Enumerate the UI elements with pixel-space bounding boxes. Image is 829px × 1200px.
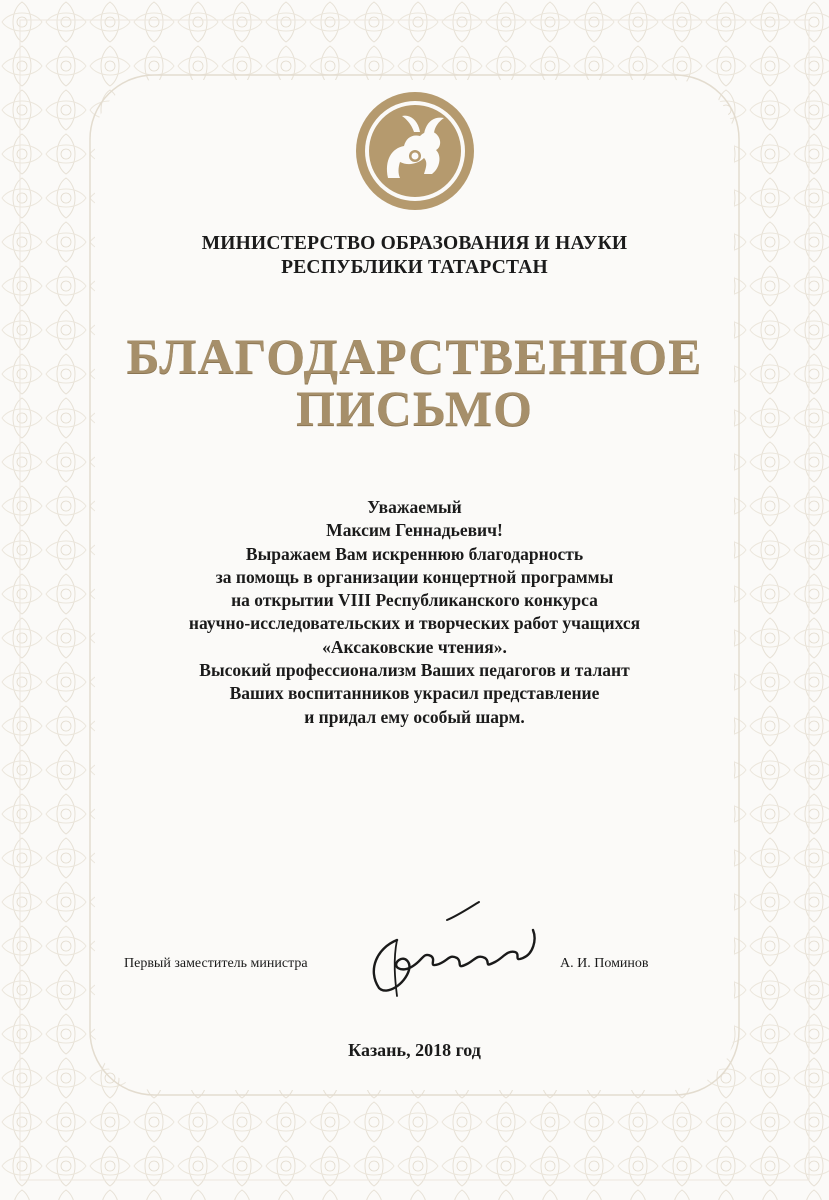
document-title <box>95 330 734 434</box>
title-line-1: БЛАГОДАРСТВЕННОЕ <box>126 328 703 384</box>
signatory-position: Первый заместитель министра <box>124 956 308 971</box>
letter-body <box>95 496 734 729</box>
ministry-line-2: РЕСПУБЛИКИ ТАТАРСТАН <box>281 257 548 278</box>
body-line: Уважаемый <box>367 497 462 517</box>
body-line: и придал ему особый шарм. <box>304 706 525 727</box>
coat-of-arms-emblem <box>354 90 476 212</box>
body-line: за помощь в организации концертной программы <box>215 566 614 587</box>
body-line: Высокий профессионализм Ваших педагогов и талант <box>199 660 630 681</box>
body-line: Выражаем Вам искреннюю благодарность <box>245 543 584 564</box>
signature-block <box>95 900 734 1000</box>
ministry-name <box>95 232 734 280</box>
body-line: Максим Геннадьевич! <box>326 520 503 541</box>
body-line: на открытии VIII Республиканского конкурса <box>231 590 598 611</box>
letter-content <box>95 0 734 1200</box>
place-and-date: Казань, 2018 год <box>348 1040 481 1060</box>
body-line: Ваших воспитанников украсил представление <box>229 683 600 704</box>
signatory-name: А. И. Поминов <box>560 956 649 971</box>
ministry-line-1: МИНИСТЕРСТВО ОБРАЗОВАНИЯ И НАУКИ <box>201 233 628 254</box>
handwritten-signature <box>357 900 557 998</box>
body-line: научно-исследовательских и творческих работ учащихся <box>188 613 641 634</box>
title-line-2: ПИСЬМО <box>295 380 534 436</box>
body-line: «Аксаковские чтения». <box>322 636 507 657</box>
